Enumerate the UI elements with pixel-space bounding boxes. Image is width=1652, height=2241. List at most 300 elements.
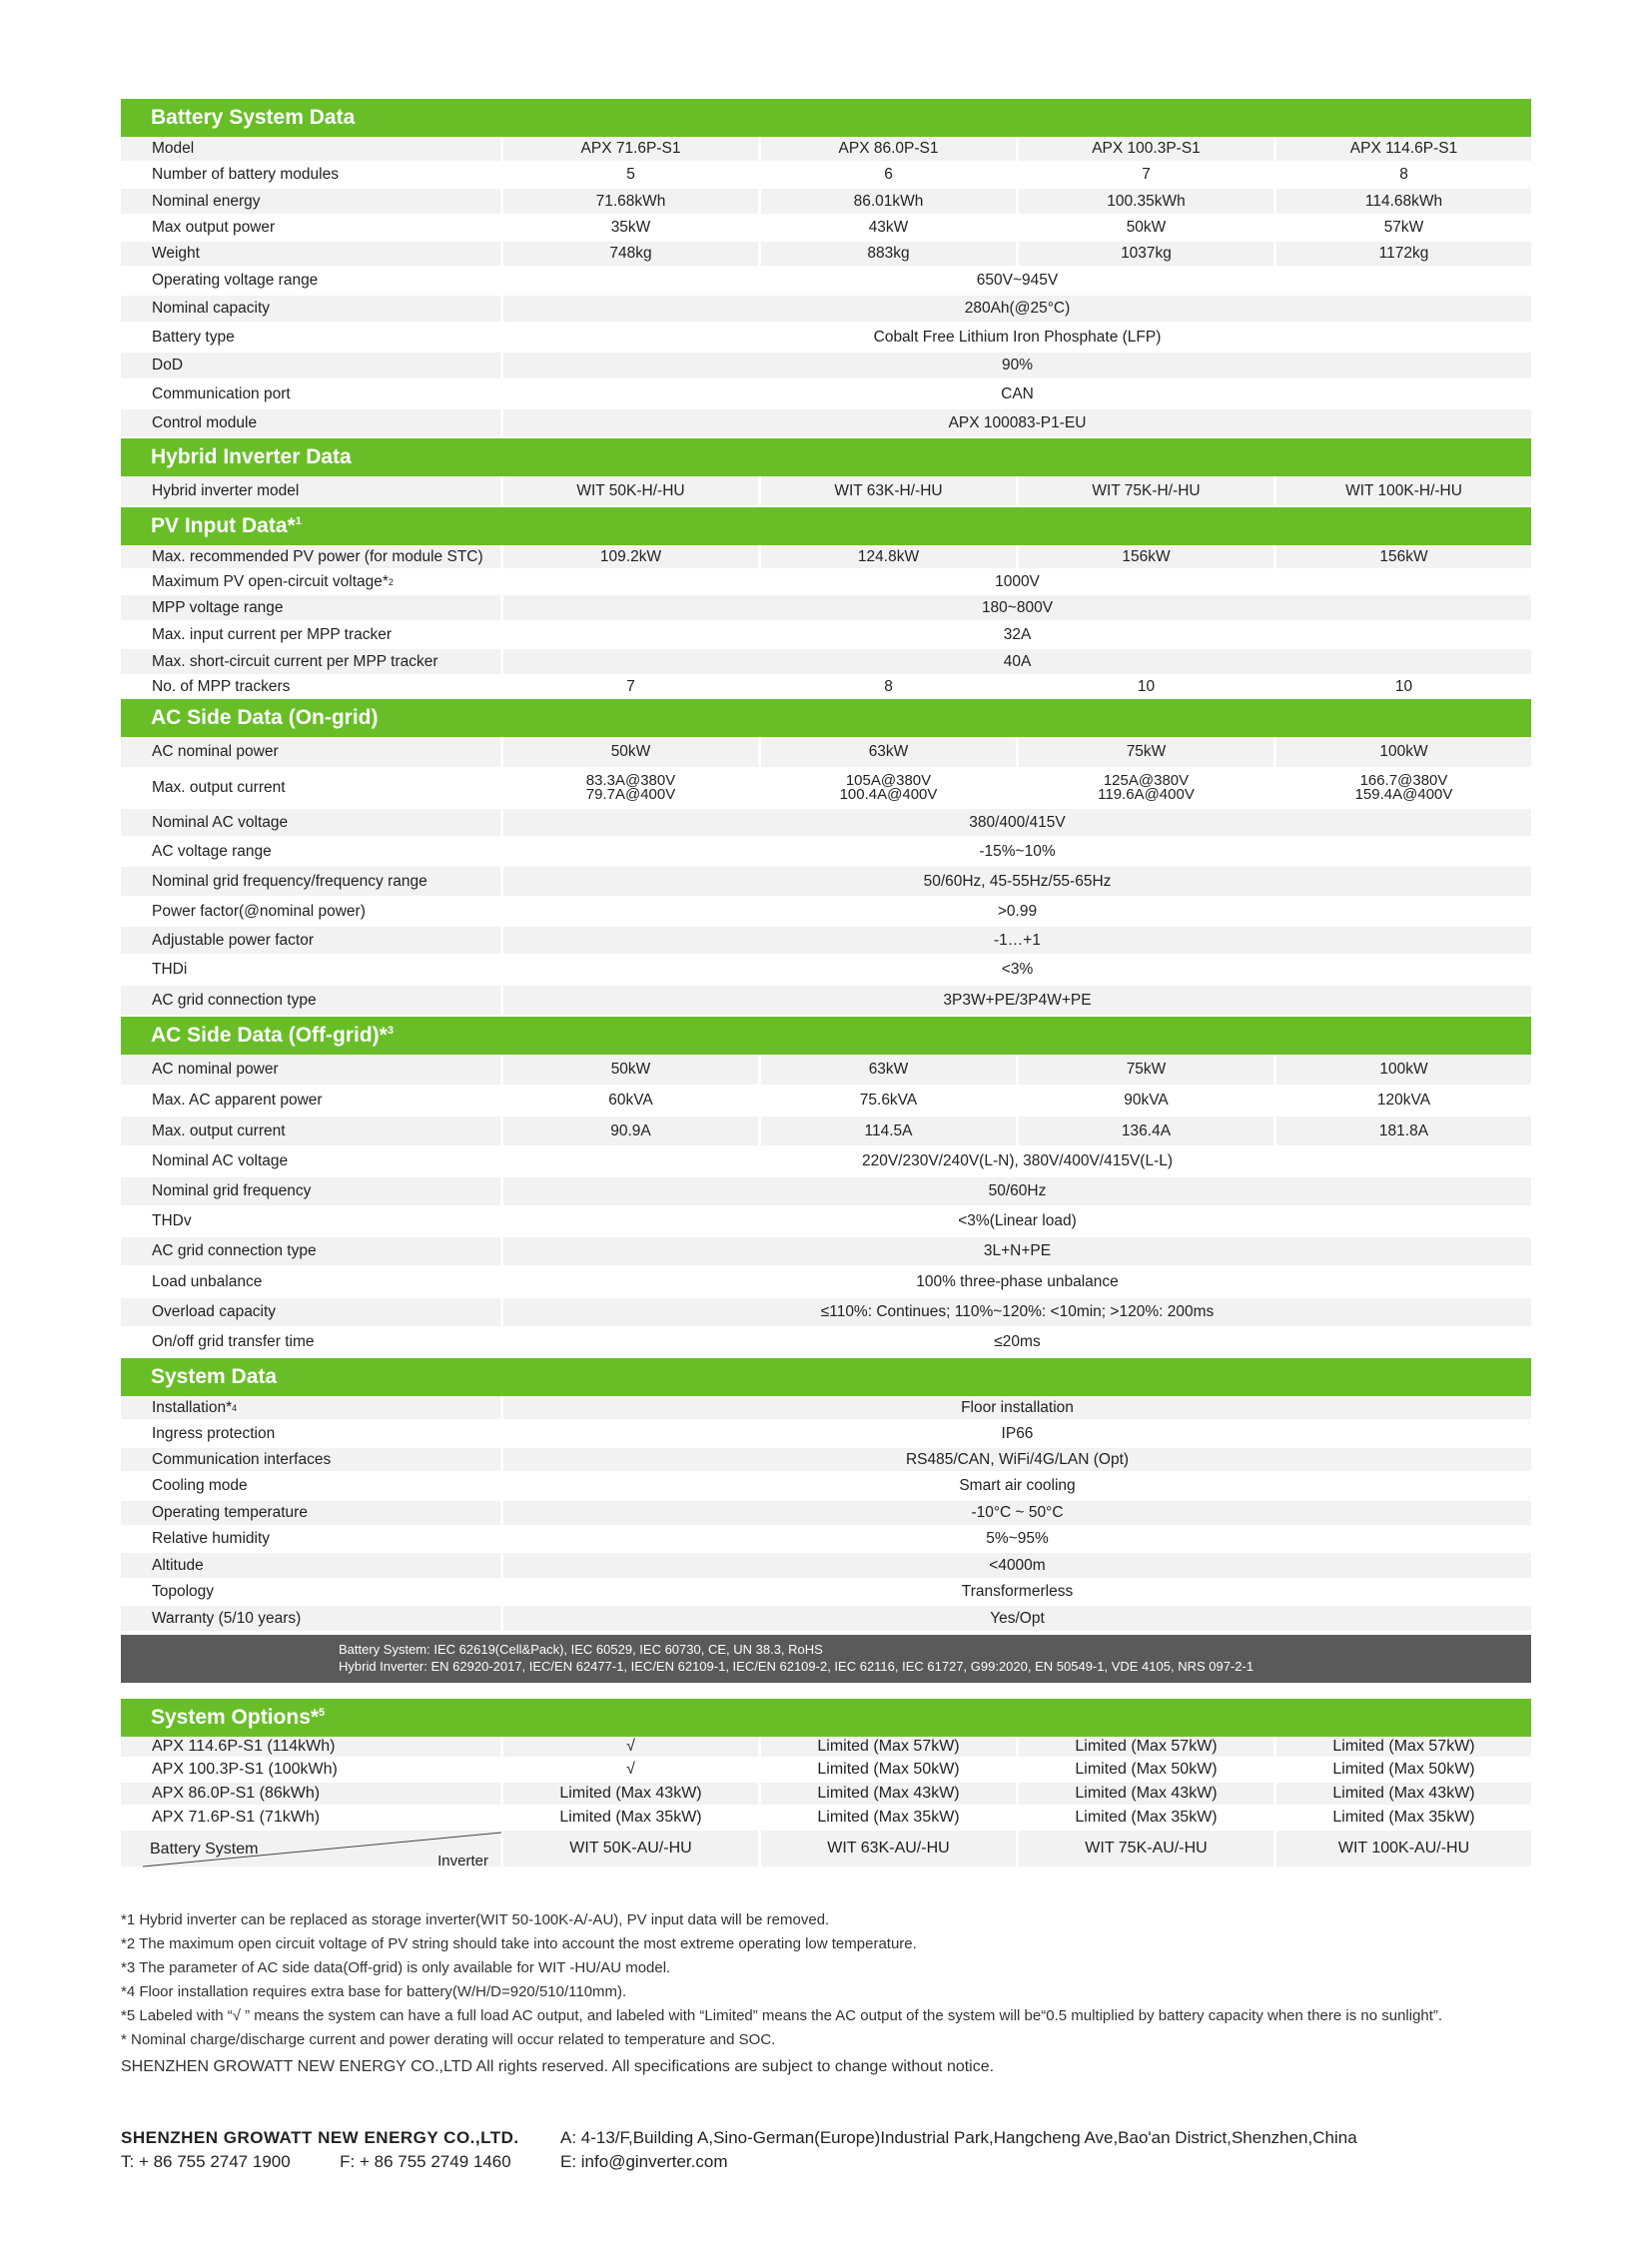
spec-label xyxy=(121,1448,503,1471)
inverter-model-row xyxy=(121,1831,1531,1868)
spec-value-all-models: 180~800V xyxy=(503,595,1531,620)
spec-label xyxy=(121,676,503,697)
spec-value-line: 83.3A@380V xyxy=(585,772,676,789)
spec-value: 50kW xyxy=(503,1055,761,1085)
spec-value-all-models: 650V~945V xyxy=(503,268,1531,294)
spec-label xyxy=(121,324,503,351)
footnote: * Nominal charge/discharge current and power derating will occur related to temperature and SOC. xyxy=(121,2031,776,2048)
battery-section-title xyxy=(121,99,1531,137)
spec-value-stack xyxy=(840,774,938,802)
spec-row xyxy=(121,676,1531,699)
battery-title-text: Battery System Data xyxy=(151,106,356,129)
spec-label-text: Nominal energy xyxy=(152,192,261,210)
spec-label-text: Nominal grid frequency/frequency range xyxy=(152,872,427,890)
spec-row xyxy=(121,1759,1531,1783)
spec-value: Limited (Max 35kW) xyxy=(1019,1807,1276,1829)
hybrid-title-text: Hybrid Inverter Data xyxy=(151,445,352,468)
spec-label xyxy=(121,380,503,407)
spec-row xyxy=(121,1421,1531,1448)
spec-value-line: 100.4A@400V xyxy=(839,786,938,803)
system-title-text: System Data xyxy=(151,1365,278,1388)
spec-row xyxy=(121,570,1531,595)
spec-value-all-models: CAN xyxy=(503,380,1531,407)
spec-label xyxy=(121,476,503,505)
spec-value xyxy=(503,769,761,807)
spec-row xyxy=(121,927,1531,956)
spec-label-text: DoD xyxy=(152,357,184,374)
inverter-model: WIT 50K-AU/-HU xyxy=(503,1831,761,1867)
spec-row xyxy=(121,867,1531,898)
spec-label-text: Max. output current xyxy=(152,779,286,796)
spec-label xyxy=(121,1421,503,1446)
spec-label-text: Weight xyxy=(152,245,200,262)
spec-value: 90kVA xyxy=(1019,1087,1276,1115)
spec-value: WIT 50K-H/-HU xyxy=(503,476,761,505)
spec-value: 114.68kWh xyxy=(1276,189,1531,214)
spec-label-text: Battery type xyxy=(152,328,235,346)
spec-row xyxy=(121,324,1531,353)
spec-row xyxy=(121,242,1531,268)
spec-value-all-models: 3L+N+PE xyxy=(503,1237,1531,1265)
spec-value-all-models: <3%(Linear load) xyxy=(503,1207,1531,1235)
spec-row xyxy=(121,476,1531,507)
spec-label-text: Max output power xyxy=(152,219,276,236)
spec-label xyxy=(121,1298,503,1326)
spec-label xyxy=(121,353,503,378)
spec-row xyxy=(121,956,1531,986)
spec-value xyxy=(761,769,1019,807)
spec-label-text: Relative humidity xyxy=(152,1530,271,1547)
spec-label-text: AC grid connection type xyxy=(152,1242,317,1259)
spec-label-text: Warranty (5/10 years) xyxy=(152,1609,302,1627)
spec-label-text: Topology xyxy=(152,1583,215,1600)
spec-row xyxy=(121,1298,1531,1328)
spec-value: 63kW xyxy=(761,737,1019,767)
spec-value: √ xyxy=(503,1737,761,1757)
corner-inverter-label: Inverter xyxy=(437,1853,488,1869)
system-data-section xyxy=(121,1358,1531,1633)
company-fax: F: + 86 755 2749 1460 xyxy=(340,2152,511,2171)
corner-battery-system-label: Battery System xyxy=(150,1841,259,1858)
spec-value-all-models: 100% three-phase unbalance xyxy=(503,1267,1531,1296)
spec-label xyxy=(121,1147,503,1175)
company-name: SHENZHEN GROWATT NEW ENERGY CO.,LTD. xyxy=(121,2128,519,2147)
options-section-title xyxy=(121,1699,1531,1737)
spec-label-text: THDv xyxy=(152,1212,192,1229)
spec-label xyxy=(121,163,503,187)
spec-value-line: 79.7A@400V xyxy=(585,786,676,803)
spec-value-stack xyxy=(586,774,675,802)
spec-value-stack xyxy=(1355,774,1453,802)
spec-label xyxy=(121,1606,503,1631)
spec-row xyxy=(121,769,1531,809)
spec-value: 10 xyxy=(1276,676,1531,697)
spec-value: 75kW xyxy=(1019,737,1276,767)
spec-value: Limited (Max 57kW) xyxy=(761,1737,1019,1757)
spec-label-text: No. of MPP trackers xyxy=(152,677,291,695)
spec-value: 748kg xyxy=(503,242,761,266)
spec-value-all-models: 40A xyxy=(503,649,1531,674)
spec-label xyxy=(121,1527,503,1551)
spec-value: 60kVA xyxy=(503,1087,761,1115)
spec-label xyxy=(121,216,503,240)
spec-value: 120kVA xyxy=(1276,1087,1531,1115)
spec-value: Limited (Max 35kW) xyxy=(1276,1807,1531,1829)
ac_off-section-title xyxy=(121,1017,1531,1055)
spec-label-text: Nominal grid frequency xyxy=(152,1182,312,1199)
spec-label-text: Control module xyxy=(152,413,258,431)
spec-row xyxy=(121,1580,1531,1606)
spec-row xyxy=(121,809,1531,838)
spec-label-text: THDi xyxy=(152,961,188,978)
hybrid-inverter-section xyxy=(121,438,1531,507)
spec-label xyxy=(121,838,503,865)
spec-label-text: Nominal AC voltage xyxy=(152,1152,289,1169)
spec-value-line: 119.6A@400V xyxy=(1098,786,1195,803)
spec-value: 90.9A xyxy=(503,1117,761,1145)
spec-value: 8 xyxy=(761,676,1019,697)
spec-value-all-models: <4000m xyxy=(503,1553,1531,1578)
spec-value: 136.4A xyxy=(1019,1117,1276,1145)
spec-row xyxy=(121,1606,1531,1633)
ac_on-title-text: AC Side Data (On-grid) xyxy=(151,706,379,729)
spec-value: APX 114.6P-S1 xyxy=(1276,137,1531,161)
spec-row xyxy=(121,216,1531,242)
spec-value-all-models: 50/60Hz, 45-55Hz/55-65Hz xyxy=(503,867,1531,896)
spec-label-text: Max. input current per MPP tracker xyxy=(152,625,393,643)
spec-value-all-models: 3P3W+PE/3P4W+PE xyxy=(503,986,1531,1015)
spec-value-all-models: -1…+1 xyxy=(503,927,1531,954)
spec-value: 35kW xyxy=(503,216,761,240)
spec-label xyxy=(121,622,503,647)
pv-title-superscript: 1 xyxy=(295,515,302,527)
spec-row xyxy=(121,1147,1531,1177)
spec-value: 6 xyxy=(761,163,1019,187)
spec-label xyxy=(121,1737,503,1757)
spec-row xyxy=(121,838,1531,867)
spec-value: 100kW xyxy=(1276,737,1531,767)
spec-label-text: Overload capacity xyxy=(152,1303,277,1320)
spec-label xyxy=(121,1580,503,1604)
spec-value: 100kW xyxy=(1276,1055,1531,1085)
spec-label-text: Ingress protection xyxy=(152,1424,276,1442)
spec-value: 10 xyxy=(1019,676,1276,697)
pv-section-title xyxy=(121,507,1531,545)
spec-label xyxy=(121,1177,503,1205)
spec-label xyxy=(121,409,503,436)
spec-value: Limited (Max 50kW) xyxy=(761,1759,1019,1781)
spec-value: Limited (Max 43kW) xyxy=(503,1783,761,1805)
spec-value: 63kW xyxy=(761,1055,1019,1085)
spec-label-text: Installation* xyxy=(152,1398,233,1416)
spec-value xyxy=(1276,769,1531,807)
spec-value-all-models: Smart air cooling xyxy=(503,1473,1531,1499)
footnote: *2 The maximum open circuit voltage of PV string should take into account the most extreme operating low temperature. xyxy=(121,1935,917,1952)
spec-label-text: Load unbalance xyxy=(152,1272,263,1290)
inverter-model: WIT 63K-AU/-HU xyxy=(761,1831,1019,1867)
spec-row xyxy=(121,1328,1531,1358)
spec-value: 7 xyxy=(1019,163,1276,187)
spec-label xyxy=(121,1328,503,1356)
spec-label-text: Max. AC apparent power xyxy=(152,1092,323,1109)
inverter-model: WIT 100K-AU/-HU xyxy=(1276,1831,1531,1867)
spec-label-text: Adjustable power factor xyxy=(152,931,314,949)
spec-value: 86.01kWh xyxy=(761,189,1019,214)
spec-value: 1037kg xyxy=(1019,242,1276,266)
spec-value-line: 105A@380V xyxy=(845,772,932,789)
spec-row xyxy=(121,189,1531,216)
spec-value: 71.68kWh xyxy=(503,189,761,214)
spec-row xyxy=(121,1448,1531,1473)
spec-value-all-models: 220V/230V/240V(L-N), 380V/400V/415V(L-L) xyxy=(503,1147,1531,1175)
spec-label xyxy=(121,1473,503,1499)
spec-label xyxy=(121,1267,503,1296)
battery-system-section xyxy=(121,99,1531,438)
spec-value: 883kg xyxy=(761,242,1019,266)
spec-row xyxy=(121,1473,1531,1501)
spec-label-text: AC voltage range xyxy=(152,842,272,860)
spec-label: Installation* 4 xyxy=(121,1396,503,1419)
options-title-text: System Options* xyxy=(151,1706,320,1729)
spec-label xyxy=(121,986,503,1015)
spec-row xyxy=(121,545,1531,570)
spec-value: WIT 100K-H/-HU xyxy=(1276,476,1531,505)
address-block xyxy=(560,2126,1357,2174)
spec-row xyxy=(121,1087,1531,1117)
spec-value: Limited (Max 50kW) xyxy=(1276,1759,1531,1781)
spec-label xyxy=(121,956,503,984)
spec-row xyxy=(121,353,1531,380)
spec-label-text: Nominal capacity xyxy=(152,300,271,317)
spec-value-all-models: 1000V xyxy=(503,570,1531,593)
ac-off-grid-section xyxy=(121,1017,1531,1358)
ac_off-title-text: AC Side Data (Off-grid)* xyxy=(151,1024,388,1047)
spec-value: 50kW xyxy=(503,737,761,767)
spec-value: APX 100.3P-S1 xyxy=(1019,137,1276,161)
spec-value-all-models: <3% xyxy=(503,956,1531,984)
spec-value: WIT 63K-H/-HU xyxy=(761,476,1019,505)
spec-label xyxy=(121,1501,503,1525)
spec-label xyxy=(121,1117,503,1145)
spec-value-all-models: -15%~10% xyxy=(503,838,1531,865)
spec-value-all-models: 50/60Hz xyxy=(503,1177,1531,1205)
spec-label xyxy=(121,189,503,214)
spec-value: Limited (Max 57kW) xyxy=(1019,1737,1276,1757)
spec-value-line: 125A@380V xyxy=(1103,772,1190,789)
footnote: *1 Hybrid inverter can be replaced as storage inverter(WIT 50-100K-A/-AU), PV input data will be removed. xyxy=(121,1911,830,1928)
spec-row xyxy=(121,163,1531,189)
spec-label xyxy=(121,296,503,322)
spec-value-all-models: 5%~95% xyxy=(503,1527,1531,1551)
spec-value: 75kW xyxy=(1019,1055,1276,1085)
spec-value: 50kW xyxy=(1019,216,1276,240)
footnote: *5 Labeled with “√ ” means the system can have a full load AC output, and labeled with “Limited” means the AC output of the system will be“0.5 multiplied by battery capacity when there is no sunlight”. xyxy=(121,2007,1443,2024)
spec-row xyxy=(121,380,1531,409)
spec-row xyxy=(121,1177,1531,1207)
spec-row xyxy=(121,649,1531,676)
spec-value-all-models: Transformerless xyxy=(503,1580,1531,1604)
spec-value-all-models: 90% xyxy=(503,353,1531,378)
battery-certifications: Battery System: IEC 62619(Cell&Pack), IEC 60529, IEC 60730, CE, UN 38.3, RoHS xyxy=(339,1642,823,1657)
spec-row xyxy=(121,1553,1531,1580)
spec-label xyxy=(121,898,503,925)
pv-input-section xyxy=(121,507,1531,699)
spec-row xyxy=(121,409,1531,438)
spec-label xyxy=(121,242,503,266)
spec-value-all-models: IP66 xyxy=(503,1421,1531,1446)
spec-value: 57kW xyxy=(1276,216,1531,240)
spec-value: 5 xyxy=(503,163,761,187)
spec-value: 43kW xyxy=(761,216,1019,240)
spec-value-all-models: ≤20ms xyxy=(503,1328,1531,1356)
spec-label-text: APX 100.3P-S1 (100kWh) xyxy=(152,1761,338,1778)
spec-label xyxy=(121,1553,503,1578)
spec-value: 181.8A xyxy=(1276,1117,1531,1145)
spec-label-text: Communication port xyxy=(152,384,291,402)
spec-label-text: Max. short-circuit current per MPP tracker xyxy=(152,652,438,670)
company-email: E: info@ginverter.com xyxy=(560,2152,728,2171)
inverter-certifications: Hybrid Inverter: EN 62920-2017, IEC/EN 62477-1, IEC/EN 62109-1, IEC/EN 62109-2, IEC 62116, IEC 61727, G99:2020, EN 50549-1, VDE 4105, NRS 097-2-1 xyxy=(339,1659,1254,1674)
footnote: *4 Floor installation requires extra base for battery(W/H/D=920/510/110mm). xyxy=(121,1983,627,2000)
spec-row xyxy=(121,1807,1531,1831)
spec-label xyxy=(121,1207,503,1235)
spec-value: 100.35kWh xyxy=(1019,189,1276,214)
spec-value: 75.6kVA xyxy=(761,1087,1019,1115)
spec-label xyxy=(121,1087,503,1115)
spec-row xyxy=(121,1207,1531,1237)
spec-value xyxy=(1019,769,1276,807)
spec-row xyxy=(121,1527,1531,1553)
spec-value: 8 xyxy=(1276,163,1531,187)
inverter-model: WIT 75K-AU/-HU xyxy=(1019,1831,1276,1867)
spec-label-text: Max. output current xyxy=(152,1121,286,1139)
spec-row xyxy=(121,296,1531,324)
spec-value-all-models: Floor installation xyxy=(503,1396,1531,1419)
spec-row xyxy=(121,898,1531,927)
certifications-bar xyxy=(121,1635,1531,1683)
spec-label-text: Operating temperature xyxy=(152,1504,308,1521)
spec-value: 109.2kW xyxy=(503,545,761,568)
spec-value: Limited (Max 43kW) xyxy=(1019,1783,1276,1805)
spec-label-text: AC nominal power xyxy=(152,743,279,760)
spec-row xyxy=(121,1396,1531,1421)
corner-header-cell xyxy=(121,1831,503,1867)
spec-value-all-models: RS485/CAN, WiFi/4G/LAN (Opt) xyxy=(503,1448,1531,1471)
spec-label xyxy=(121,1783,503,1805)
spec-label xyxy=(121,137,503,161)
spec-label xyxy=(121,545,503,568)
spec-row xyxy=(121,1267,1531,1298)
system-section-title xyxy=(121,1358,1531,1396)
spec-label xyxy=(121,1759,503,1781)
spec-label xyxy=(121,268,503,294)
spec-value: WIT 75K-H/-HU xyxy=(1019,476,1276,505)
spec-value: Limited (Max 43kW) xyxy=(1276,1783,1531,1805)
spec-label xyxy=(121,1237,503,1265)
spec-label-text: AC nominal power xyxy=(152,1061,279,1078)
spec-row xyxy=(121,1117,1531,1147)
spec-label-text: Communication interfaces xyxy=(152,1450,332,1468)
spec-value-all-models: 380/400/415V xyxy=(503,809,1531,836)
spec-value: √ xyxy=(503,1759,761,1781)
spec-value-stack xyxy=(1098,774,1195,802)
spec-label: Maximum PV open-circuit voltage* 2 xyxy=(121,570,503,593)
spec-label-text: AC grid connection type xyxy=(152,991,317,1009)
spec-label-text: On/off grid transfer time xyxy=(152,1333,315,1350)
system-options-section xyxy=(121,1699,1531,1868)
spec-value: Limited (Max 35kW) xyxy=(761,1807,1019,1829)
spec-label-text: Maximum PV open-circuit voltage* xyxy=(152,572,389,590)
options-title-superscript: 5 xyxy=(319,1707,326,1719)
spec-label-text: APX 71.6P-S1 (71kWh) xyxy=(152,1809,321,1826)
footnote: *3 The parameter of AC side data(Off-grid) is only available for WIT -HU/AU model. xyxy=(121,1959,671,1976)
spec-label-text: Max. recommended PV power (for module STC) xyxy=(152,547,483,565)
pv-title-text: PV Input Data* xyxy=(151,514,296,537)
spec-value-all-models: -10°C ~ 50°C xyxy=(503,1501,1531,1525)
spec-value: APX 86.0P-S1 xyxy=(761,137,1019,161)
ac-on-grid-section xyxy=(121,699,1531,1017)
spec-row xyxy=(121,1501,1531,1527)
spec-label-text: Altitude xyxy=(152,1556,204,1574)
spec-value: 124.8kW xyxy=(761,545,1019,568)
spec-row xyxy=(121,986,1531,1017)
spec-row xyxy=(121,1237,1531,1267)
spec-label-text: APX 114.6P-S1 (114kWh) xyxy=(152,1738,336,1755)
spec-value: Limited (Max 43kW) xyxy=(761,1783,1019,1805)
spec-value-all-models: ≤110%: Continues; 110%~120%: <10min; >120%: 200ms xyxy=(503,1298,1531,1326)
spec-label-text: MPP voltage range xyxy=(152,598,284,616)
spec-label xyxy=(121,595,503,620)
spec-label xyxy=(121,927,503,954)
ac_on-section-title xyxy=(121,699,1531,737)
spec-value-all-models: Cobalt Free Lithium Iron Phosphate (LFP) xyxy=(503,324,1531,351)
spec-label xyxy=(121,737,503,767)
spec-value: 1172kg xyxy=(1276,242,1531,266)
spec-label-text: Power factor(@nominal power) xyxy=(152,902,366,920)
spec-value-line: 166.7@380V xyxy=(1359,772,1448,789)
spec-value: Limited (Max 57kW) xyxy=(1276,1737,1531,1757)
spec-row xyxy=(121,1055,1531,1087)
spec-value-all-models: Yes/Opt xyxy=(503,1606,1531,1631)
spec-row xyxy=(121,268,1531,296)
spec-value-all-models: >0.99 xyxy=(503,898,1531,925)
spec-sheet xyxy=(121,99,1531,1868)
spec-value-line: 159.4A@400V xyxy=(1354,786,1453,803)
spec-label xyxy=(121,649,503,674)
spec-row xyxy=(121,737,1531,769)
spec-value-all-models: APX 100083-P1-EU xyxy=(503,409,1531,436)
rights-statement: SHENZHEN GROWATT NEW ENERGY CO.,LTD All rights reserved. All specifications are subject to change without notice. xyxy=(121,2058,995,2075)
company-address: A: 4-13/F,Building A,Sino-German(Europe)Industrial Park,Hangcheng Ave,Bao'an District,Shenzhen,China xyxy=(560,2128,1357,2147)
spec-row xyxy=(121,1737,1531,1759)
spec-value-all-models: 280Ah(@25°C) xyxy=(503,296,1531,322)
spec-row xyxy=(121,622,1531,649)
spec-label-text: APX 86.0P-S1 (86kWh) xyxy=(152,1785,321,1802)
spec-label xyxy=(121,1807,503,1829)
spec-row xyxy=(121,1783,1531,1807)
spec-value: 7 xyxy=(503,676,761,697)
spec-label xyxy=(121,809,503,836)
spec-value: 156kW xyxy=(1276,545,1531,568)
spec-value: Limited (Max 35kW) xyxy=(503,1807,761,1829)
spec-value-all-models: 32A xyxy=(503,622,1531,647)
spec-label-text: Cooling mode xyxy=(152,1477,248,1494)
spec-label-text: Hybrid inverter model xyxy=(152,481,300,499)
spec-label-text: Operating voltage range xyxy=(152,272,319,289)
hybrid-section-title xyxy=(121,438,1531,476)
spec-value: APX 71.6P-S1 xyxy=(503,137,761,161)
ac_off-title-superscript: 3 xyxy=(387,1025,394,1037)
